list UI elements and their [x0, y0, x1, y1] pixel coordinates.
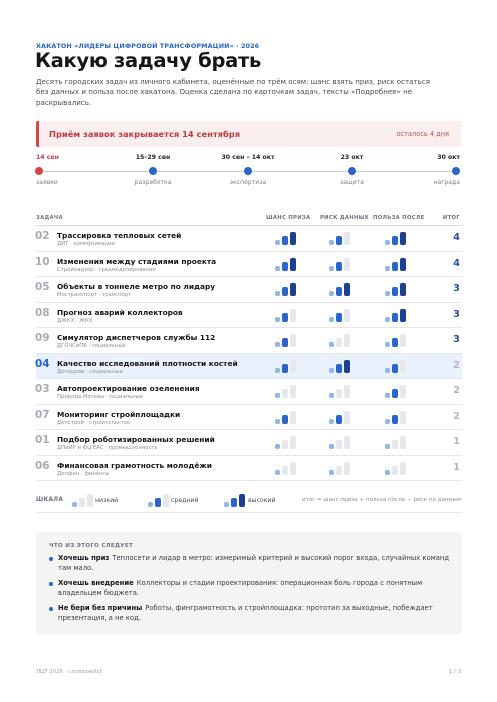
score-bar	[392, 415, 398, 424]
task-total: 1	[453, 436, 460, 447]
task-number: 09	[35, 332, 50, 344]
score-bar	[385, 470, 390, 475]
timeline-dot	[452, 167, 460, 175]
deadline-remaining: осталось 4 дня	[396, 130, 449, 138]
score-bar	[282, 262, 288, 271]
score-bar	[392, 389, 398, 398]
risk-bars	[329, 384, 355, 398]
score-bar	[344, 360, 350, 373]
score-bar	[385, 444, 390, 449]
score-bar	[400, 334, 406, 347]
score-bar	[275, 444, 280, 449]
scale-legend	[0, 488, 497, 512]
score-bar	[400, 385, 406, 398]
score-bar	[400, 462, 406, 475]
footer-source: ЛЦТ 2026 · i.moscow/lct	[36, 669, 102, 675]
score-bar	[290, 334, 296, 347]
task-total: 3	[453, 308, 460, 320]
score-bar	[290, 360, 296, 373]
score-bar	[385, 393, 390, 398]
score-bar	[290, 436, 296, 449]
risk-bars	[329, 435, 355, 449]
chance-bars	[275, 282, 301, 296]
score-bar	[275, 393, 280, 398]
benefit-bars	[385, 359, 411, 373]
score-bar	[344, 385, 350, 398]
score-bar	[400, 232, 406, 245]
score-bar	[275, 419, 280, 424]
task-total: 2	[453, 385, 460, 396]
takeaways-box	[36, 532, 462, 634]
score-bar	[329, 291, 334, 296]
score-bar	[400, 283, 406, 296]
chance-bars	[275, 435, 301, 449]
page-footer	[36, 669, 461, 679]
task-total: 4	[453, 232, 460, 243]
score-bar	[344, 411, 350, 424]
page-title: Какую задачу брать	[35, 49, 262, 72]
benefit-bars	[385, 231, 411, 245]
chance-bars	[275, 359, 301, 373]
score-bar	[275, 342, 280, 347]
task-department: ДГОЧСиПБ · социальные	[57, 343, 126, 349]
header-task: ЗАДАЧА	[36, 215, 63, 221]
chance-bars	[275, 257, 301, 271]
score-bar	[336, 440, 342, 449]
score-bar	[385, 266, 390, 271]
task-total: 4	[453, 257, 460, 269]
score-bar	[336, 415, 342, 424]
risk-bars	[329, 410, 355, 424]
score-bar	[275, 240, 280, 245]
page-number: 1 / 3	[448, 669, 461, 675]
task-number: 05	[35, 281, 50, 293]
timeline-label: награда	[433, 179, 460, 186]
score-bar	[392, 236, 398, 245]
task-name: Качество исследований плотности костей	[57, 358, 238, 368]
timeline-label: защита	[340, 179, 364, 186]
timeline-label: заявки	[36, 179, 58, 186]
chance-bars	[275, 384, 301, 398]
task-number: 07	[35, 408, 50, 421]
score-bar	[336, 262, 342, 271]
score-bar	[163, 494, 169, 507]
score-bar	[282, 440, 288, 449]
table-header	[36, 213, 462, 225]
score-bar	[344, 283, 350, 296]
task-total: 3	[453, 283, 460, 294]
score-bar	[336, 287, 342, 296]
score-bar	[344, 309, 350, 322]
benefit-bars	[385, 333, 411, 347]
task-name: Финансовая грамотность молодёжи	[57, 460, 212, 470]
takeaway-avoid	[49, 604, 451, 623]
takeaway-prize	[49, 554, 451, 573]
legend-high: высокий	[248, 497, 276, 504]
benefit-bars	[385, 282, 411, 296]
score-bar	[290, 232, 296, 245]
score-bar	[344, 258, 350, 271]
score-bar	[282, 389, 288, 398]
page-lead: Десять городских задач из личного кабинета, оценённые по трём осям: шанс взять приз, риск остаться без данных и польза после хакатона. Оценка сделана по карточкам задач, тексты «Подробнее» не раскрывались.	[36, 77, 430, 107]
task-name: Мониторинг стройплощадки	[57, 409, 181, 419]
table-row[interactable]	[36, 430, 462, 456]
chance-bars	[275, 308, 301, 322]
table-row[interactable]	[36, 226, 462, 252]
risk-bars	[329, 461, 355, 475]
score-bar	[275, 470, 280, 475]
task-department: Депстрой · строительство	[57, 419, 131, 426]
score-bar	[282, 338, 288, 347]
score-bar	[155, 498, 161, 507]
score-bar	[392, 313, 398, 322]
takeaway-adoption-text: Коллекторы и стадии проектирования: операционная боль города с понятным владельцем бюджета.	[58, 579, 423, 597]
timeline-dot	[348, 167, 356, 175]
score-bar	[336, 364, 342, 373]
risk-bars	[329, 359, 355, 373]
takeaway-adoption-label: Хочешь внедрение	[58, 579, 134, 587]
task-department: ДЖКХ · ЖКХ	[57, 317, 93, 324]
legend-rule	[36, 512, 462, 513]
score-bar	[329, 470, 334, 475]
legend-title: ШКАЛА	[36, 497, 64, 503]
score-bar	[224, 502, 229, 507]
score-bar	[282, 287, 288, 296]
score-bar	[400, 360, 406, 373]
table-row[interactable]	[36, 328, 462, 354]
score-bar	[336, 338, 342, 347]
score-bar	[290, 385, 296, 398]
score-bar	[290, 258, 296, 271]
score-bar	[239, 494, 245, 507]
task-name: Симулятор диспетчеров службы 112	[57, 333, 216, 342]
score-bar	[385, 368, 390, 373]
task-number: 10	[35, 255, 50, 268]
score-bar	[329, 240, 334, 245]
risk-bars	[329, 308, 355, 322]
score-bar	[400, 258, 406, 271]
task-name: Объекты в тоннеле метро по лидару	[57, 282, 216, 291]
timeline-label: разработка	[134, 179, 172, 186]
task-number: 03	[35, 383, 50, 395]
task-total: 2	[453, 359, 460, 371]
score-bar	[385, 240, 390, 245]
score-bar	[282, 466, 288, 475]
score-bar	[385, 291, 390, 296]
risk-bars	[329, 231, 355, 245]
score-bar	[282, 364, 288, 373]
task-department: ДИТ · коммуникации	[57, 241, 115, 247]
header-risk: РИСК ДАННЫХ	[320, 215, 369, 221]
score-bar	[329, 266, 334, 271]
chance-bars	[275, 410, 301, 424]
task-name: Автопроектирование озеленения	[57, 384, 200, 393]
task-department: Природа Москвы · социальные	[57, 394, 144, 400]
score-bar	[336, 389, 342, 398]
score-bar	[282, 415, 288, 424]
risk-bars	[329, 333, 355, 347]
score-bar	[344, 232, 350, 245]
benefit-bars	[385, 461, 411, 475]
score-bar	[290, 309, 296, 322]
risk-bars	[329, 282, 355, 296]
score-bar	[336, 466, 342, 475]
score-bar	[275, 317, 280, 322]
table-row[interactable]	[36, 456, 462, 482]
task-name: Изменения между стадиями проекта	[57, 256, 217, 266]
score-bar	[400, 309, 406, 322]
score-bar	[275, 368, 280, 373]
benefit-bars	[385, 384, 411, 398]
timeline-dot	[149, 167, 157, 175]
score-bar	[392, 338, 398, 347]
risk-bars	[329, 257, 355, 271]
score-bar	[329, 393, 334, 398]
score-bar	[282, 236, 288, 245]
takeaways-title: ЧТО ИЗ ЭТОГО СЛЕДУЕТ	[49, 543, 134, 549]
timeline-date: 23 окт	[340, 154, 364, 161]
table-row[interactable]	[36, 354, 462, 380]
task-table	[36, 226, 462, 481]
task-name: Трассировка тепловых сетей	[57, 231, 182, 240]
table-row[interactable]	[36, 303, 462, 329]
task-number: 06	[35, 459, 50, 472]
score-bar	[329, 342, 334, 347]
score-bar	[344, 462, 350, 475]
score-bar	[336, 236, 342, 245]
takeaway-avoid-text: Роботы, финграмотность и стройплощадка: прототип за выходные, побеждает презентация, а не код.	[58, 604, 433, 622]
task-name: Подбор роботизированных решений	[57, 435, 215, 444]
timeline	[0, 150, 497, 192]
chance-bars	[275, 231, 301, 245]
task-department: Мостранспорт · транспорт	[57, 292, 132, 298]
legend-formula: итог = шанс приза + польза после − риск по данным	[301, 497, 461, 503]
score-bar	[290, 283, 296, 296]
event-eyebrow: ХАКАТОН «ЛИДЕРЫ ЦИФРОВОЙ ТРАНСФОРМАЦИИ» · 2026	[36, 42, 260, 50]
score-bar	[79, 498, 85, 507]
benefit-bars	[385, 410, 411, 424]
table-row[interactable]	[36, 277, 462, 303]
legend-mid: средний	[171, 497, 199, 504]
score-bar	[329, 368, 334, 373]
timeline-date: 15–29 сен	[135, 154, 171, 161]
score-bar	[329, 444, 334, 449]
task-total: 2	[453, 410, 460, 422]
task-department: ДПиИР и ФЦ ЕАС · промышленность	[57, 445, 158, 451]
legend-high-bars	[224, 493, 250, 507]
score-bar	[275, 291, 280, 296]
task-department: Депфин · финансы	[57, 470, 110, 477]
score-bar	[148, 502, 153, 507]
takeaway-prize-label: Хочешь приз	[58, 554, 110, 562]
header-chance: ШАНС ПРИЗА	[266, 215, 311, 221]
deadline-banner	[36, 121, 461, 147]
benefit-bars	[385, 308, 411, 322]
task-total: 1	[453, 461, 460, 473]
task-number: 08	[35, 306, 50, 319]
task-department: Депздрав · социальные	[57, 368, 123, 375]
score-bar	[392, 262, 398, 271]
score-bar	[344, 334, 350, 347]
score-bar	[87, 494, 93, 507]
score-bar	[385, 317, 390, 322]
takeaway-avoid-label: Не бери без причины	[58, 604, 143, 612]
score-bar	[392, 466, 398, 475]
score-bar	[344, 436, 350, 449]
header-total: ИТОГ	[442, 215, 460, 221]
task-name: Прогноз аварий коллекторов	[57, 307, 183, 317]
takeaway-adoption	[49, 579, 451, 598]
score-bar	[400, 411, 406, 424]
score-bar	[385, 342, 390, 347]
task-total: 3	[453, 334, 460, 345]
score-bar	[231, 498, 237, 507]
deadline-text: Приём заявок закрывается 14 сентября	[49, 129, 241, 139]
header-benefit: ПОЛЬЗА ПОСЛЕ	[373, 215, 425, 221]
timeline-date: 30 окт	[437, 154, 460, 161]
legend-low: низкий	[95, 497, 119, 504]
timeline-label: экспертиза	[229, 179, 267, 186]
timeline-dot	[35, 167, 43, 175]
table-row[interactable]	[36, 405, 462, 431]
chance-bars	[275, 461, 301, 475]
score-bar	[392, 364, 398, 373]
score-bar	[392, 440, 398, 449]
score-bar	[275, 266, 280, 271]
task-number: 02	[35, 230, 50, 242]
timeline-date: 30 сен – 14 окт	[221, 154, 275, 161]
table-row[interactable]	[36, 379, 462, 405]
takeaway-prize-text: Теплосети и лидар в метро: измеримый критерий и высокий порог входа, случайных команд там мало.	[58, 554, 450, 572]
task-number: 04	[35, 357, 50, 370]
score-bar	[329, 317, 334, 322]
table-row[interactable]	[36, 252, 462, 278]
task-number: 01	[35, 434, 50, 446]
task-department: Стройнадзор · градмоделирование	[57, 266, 156, 273]
score-bar	[72, 502, 77, 507]
score-bar	[336, 313, 342, 322]
score-bar	[329, 419, 334, 424]
score-bar	[385, 419, 390, 424]
score-bar	[290, 462, 296, 475]
benefit-bars	[385, 257, 411, 271]
benefit-bars	[385, 435, 411, 449]
score-bar	[392, 287, 398, 296]
chance-bars	[275, 333, 301, 347]
score-bar	[400, 436, 406, 449]
timeline-date: 14 сен	[36, 154, 59, 161]
score-bar	[290, 411, 296, 424]
score-bar	[282, 313, 288, 322]
timeline-dot	[244, 167, 252, 175]
